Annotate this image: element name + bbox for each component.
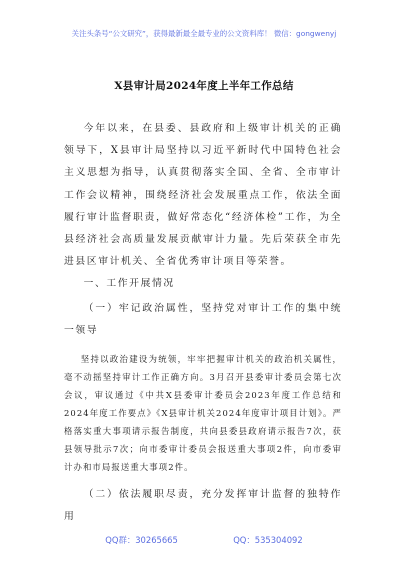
- qq-link[interactable]: QQ：535304092: [233, 535, 303, 545]
- qq-group-link[interactable]: QQ群：30265665: [105, 535, 178, 545]
- intro-paragraph: 今年以来，在县委、县政府和上级审计机关的正确领导下，X县审计局坚持以习近平新时代中国特色社会主义思想为指导，认真贯彻落实全国、全省、全市审计工作会议精神，围绕经济社会发展重点工作，依法全面履行审计监督职责，做好常态化“经济体检”工作，为全县经济社会高质量发展贡献审计力量。先后荣获全市先进县区审计机关、全省优秀审计项目等荣誉。: [64, 123, 342, 268]
- document-title: X县审计局2024年度上半年工作总结: [114, 80, 294, 92]
- footer-contact: [0, 534, 408, 546]
- subsection-paragraph: 坚持以政治建设为统领，牢牢把握审计机关的政治机关属性，毫不动摇坚持审计工作正确方向。3月召开县委审计委员会第七次会议，审议通过《中共X县委审计委员会2023年度工作总结和2024年度工作要点》《X县审计机关2024年度审计项目计划》。严格落实重大事项请示报告制度，共向县委县政府请示报告7次，获县领导批示7次；向市委审计委员会报送重大事项2件，向市委审计办和市局报送重大事项2件。: [64, 354, 342, 473]
- subsection-heading: （二）依法履职尽责，充分发挥审计监督的独特作用: [64, 489, 342, 523]
- subsection-heading: （一）牢记政治属性，坚持党对审计工作的集中统一领导: [64, 302, 342, 336]
- section-heading: 一、工作开展情况: [83, 278, 175, 290]
- header-banner: 关注头条号“公文研究”，获得最新最全最专业的公文资料库！ 微信：gongwenyj: [71, 29, 337, 38]
- document-body: [64, 118, 342, 528]
